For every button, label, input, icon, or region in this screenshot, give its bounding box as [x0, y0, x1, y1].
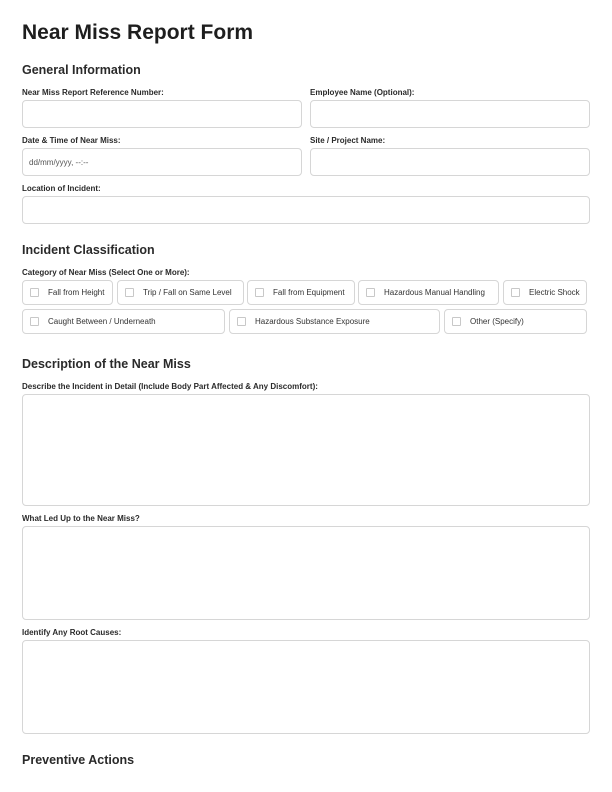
category-label: Category of Near Miss (Select One or More):: [22, 268, 190, 277]
section-heading-description: Description of the Near Miss: [22, 357, 191, 371]
checkbox-fall-from-height[interactable]: Fall from Height: [22, 280, 113, 305]
employee-name-label: Employee Name (Optional):: [310, 88, 415, 97]
checkbox-caught-between[interactable]: Caught Between / Underneath: [22, 309, 225, 334]
site-project-label: Site / Project Name:: [310, 136, 386, 145]
datetime-input[interactable]: [22, 148, 302, 176]
checkbox-icon[interactable]: [237, 317, 246, 326]
incident-detail-label: Describe the Incident in Detail (Include Body Part Affected & Any Discomfort):: [22, 382, 318, 391]
checkbox-icon[interactable]: [452, 317, 461, 326]
led-up-label: What Led Up to the Near Miss?: [22, 514, 140, 523]
root-causes-label: Identify Any Root Causes:: [22, 628, 122, 637]
location-label: Location of Incident:: [22, 184, 101, 193]
checkbox-icon[interactable]: [30, 317, 39, 326]
section-heading-general: General Information: [22, 63, 141, 77]
section-heading-classification: Incident Classification: [22, 243, 155, 257]
checkbox-hazardous-manual-handling[interactable]: Hazardous Manual Handling: [358, 280, 499, 305]
location-input[interactable]: [22, 196, 590, 224]
root-causes-textarea[interactable]: [22, 640, 590, 734]
led-up-textarea[interactable]: [22, 526, 590, 620]
site-project-input[interactable]: [310, 148, 590, 176]
checkbox-fall-from-equipment[interactable]: Fall from Equipment: [247, 280, 355, 305]
reference-number-input[interactable]: [22, 100, 302, 128]
checkbox-icon[interactable]: [511, 288, 520, 297]
page-title: Near Miss Report Form: [22, 21, 254, 44]
incident-detail-textarea[interactable]: [22, 394, 590, 506]
checkbox-other-specify[interactable]: Other (Specify): [444, 309, 587, 334]
section-heading-preventive: Preventive Actions: [22, 753, 135, 767]
checkbox-icon[interactable]: [30, 288, 39, 297]
checkbox-icon[interactable]: [366, 288, 375, 297]
checkbox-electric-shock[interactable]: Electric Shock: [503, 280, 587, 305]
reference-number-label: Near Miss Report Reference Number:: [22, 88, 164, 97]
datetime-label: Date & Time of Near Miss:: [22, 136, 121, 145]
datetime-placeholder: dd/mm/yyyy, --:--: [29, 158, 89, 167]
checkbox-icon[interactable]: [125, 288, 134, 297]
checkbox-trip-fall-same-level[interactable]: Trip / Fall on Same Level: [117, 280, 244, 305]
checkbox-hazardous-substance[interactable]: Hazardous Substance Exposure: [229, 309, 440, 334]
employee-name-input[interactable]: [310, 100, 590, 128]
checkbox-icon[interactable]: [255, 288, 264, 297]
